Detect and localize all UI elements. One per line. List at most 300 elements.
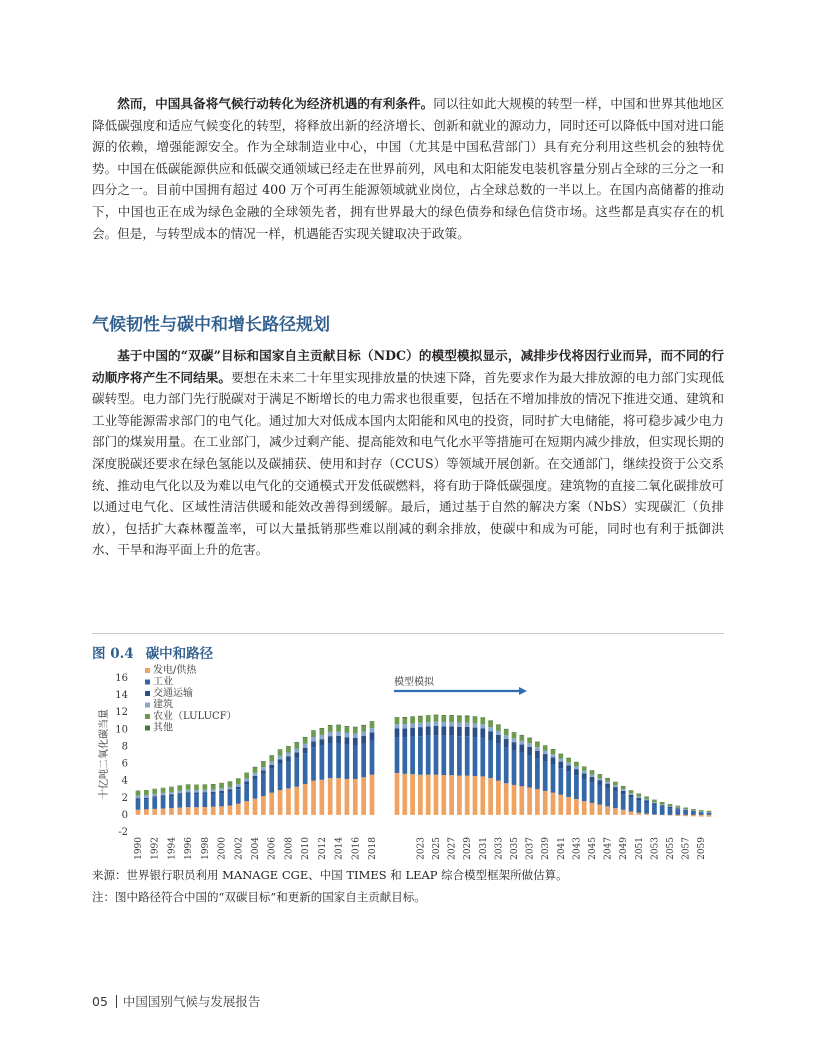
bar-buildings-2035 bbox=[512, 738, 517, 742]
bar-industry-2055 bbox=[668, 808, 673, 815]
bar-power-2022 bbox=[410, 774, 415, 815]
bar-industry-2051 bbox=[636, 800, 641, 812]
bar-agriculture-2026 bbox=[441, 716, 446, 722]
bar-industry-2041 bbox=[558, 768, 563, 795]
bar-power-2026 bbox=[441, 775, 446, 815]
bar-transport-2013 bbox=[328, 736, 333, 743]
bar-other-2007 bbox=[278, 749, 283, 750]
bar-agriculture-2024 bbox=[426, 716, 431, 722]
bar-agriculture-2048 bbox=[613, 782, 618, 785]
bar-industry-2012 bbox=[320, 746, 325, 780]
bar-industry-2040 bbox=[551, 764, 556, 792]
bar-transport-2046 bbox=[597, 780, 602, 785]
bar-agriculture-1994 bbox=[169, 787, 174, 792]
bar-power-1993 bbox=[161, 808, 166, 814]
bar-agriculture-2036 bbox=[519, 736, 524, 741]
bar-other-2047 bbox=[605, 778, 610, 779]
bar-other-2018 bbox=[370, 721, 375, 722]
bar-buildings-1993 bbox=[161, 793, 166, 796]
x-tick-label: 2010 bbox=[301, 837, 312, 860]
x-tick-label: 2047 bbox=[603, 837, 614, 860]
bar-buildings-2044 bbox=[582, 771, 587, 774]
bar-agriculture-2031 bbox=[480, 718, 485, 724]
bar-industry-2011 bbox=[311, 747, 316, 780]
x-tick-label: 2035 bbox=[510, 837, 520, 860]
bar-buildings-2012 bbox=[320, 735, 325, 739]
bar-buildings-2055 bbox=[668, 806, 673, 807]
bar-agriculture-2052 bbox=[644, 797, 649, 799]
bar-buildings-2027 bbox=[449, 722, 454, 726]
bar-agriculture-2041 bbox=[558, 754, 563, 758]
bar-power-2009 bbox=[294, 787, 299, 815]
bar-industry-2023 bbox=[418, 736, 423, 775]
bar-buildings-2028 bbox=[457, 722, 462, 726]
bar-agriculture-2021 bbox=[402, 718, 407, 724]
legend-label-transport: 交通运输 bbox=[153, 688, 193, 699]
bar-industry-2037 bbox=[527, 755, 532, 788]
bar-transport-2017 bbox=[361, 736, 366, 744]
bar-power-2016 bbox=[353, 779, 358, 815]
bar-power-2002 bbox=[236, 804, 241, 815]
x-tick-label: 2002 bbox=[234, 837, 245, 860]
x-tick-label: 2041 bbox=[556, 837, 567, 860]
bar-agriculture-1991 bbox=[144, 791, 149, 796]
bar-transport-1994 bbox=[169, 795, 174, 797]
bar-buildings-2018 bbox=[370, 728, 375, 732]
bar-buildings-2042 bbox=[566, 762, 571, 765]
bar-power-2003 bbox=[244, 801, 249, 815]
bar-industry-2039 bbox=[543, 761, 548, 791]
bar-buildings-2004 bbox=[253, 773, 258, 776]
x-tick-label: 2049 bbox=[619, 837, 630, 860]
bar-transport-2030 bbox=[473, 728, 478, 737]
bar-power-2005 bbox=[261, 796, 266, 815]
report-title: 中国国别气候与发展报告 bbox=[122, 994, 261, 1009]
bar-transport-2022 bbox=[410, 728, 415, 737]
bar-other-2039 bbox=[543, 745, 548, 746]
bar-industry-2030 bbox=[473, 737, 478, 776]
bar-buildings-1999 bbox=[211, 789, 216, 792]
bar-buildings-2031 bbox=[480, 724, 485, 728]
bar-agriculture-1999 bbox=[211, 785, 216, 790]
bar-power-2037 bbox=[527, 788, 532, 815]
x-tick-label: 2051 bbox=[634, 837, 645, 860]
bar-agriculture-2044 bbox=[582, 767, 587, 771]
bar-transport-2023 bbox=[418, 727, 423, 736]
bar-agriculture-2012 bbox=[320, 729, 325, 735]
bar-transport-1998 bbox=[203, 792, 208, 794]
bar-industry-2026 bbox=[441, 736, 446, 775]
bar-transport-2039 bbox=[543, 754, 548, 761]
bar-other-2042 bbox=[566, 758, 571, 759]
bar-transport-2025 bbox=[434, 726, 439, 735]
bar-transport-2004 bbox=[253, 776, 258, 779]
bar-agriculture-2038 bbox=[535, 743, 540, 748]
bar-agriculture-2025 bbox=[434, 716, 439, 722]
bar-power-2049 bbox=[621, 810, 626, 815]
bar-agriculture-2035 bbox=[512, 733, 517, 738]
x-tick-label: 2039 bbox=[541, 837, 552, 860]
bar-industry-2044 bbox=[582, 779, 587, 801]
bar-transport-2011 bbox=[311, 741, 316, 747]
bar-transport-2032 bbox=[488, 731, 493, 740]
bar-buildings-2007 bbox=[278, 756, 283, 760]
bar-power-2057 bbox=[683, 815, 688, 816]
bar-agriculture-2023 bbox=[418, 717, 423, 723]
bar-buildings-2006 bbox=[269, 761, 274, 764]
bar-transport-2043 bbox=[574, 769, 579, 775]
bar-buildings-2032 bbox=[488, 727, 493, 731]
bar-agriculture-2060 bbox=[707, 811, 712, 812]
bar-power-2029 bbox=[465, 776, 470, 815]
bar-industry-2020 bbox=[395, 737, 400, 773]
bar-industry-2042 bbox=[566, 772, 571, 797]
bar-agriculture-2043 bbox=[574, 763, 579, 767]
bar-agriculture-1995 bbox=[177, 786, 182, 791]
bar-power-2035 bbox=[512, 785, 517, 815]
bar-other-2000 bbox=[219, 783, 224, 784]
bar-agriculture-2020 bbox=[395, 718, 400, 724]
x-tick-label: 2037 bbox=[525, 837, 536, 860]
bar-transport-2035 bbox=[512, 742, 517, 751]
bar-other-2027 bbox=[449, 715, 454, 716]
bar-power-2056 bbox=[675, 815, 680, 816]
bar-industry-2049 bbox=[621, 794, 626, 809]
x-tick-label: 1998 bbox=[200, 837, 211, 860]
bar-transport-2020 bbox=[395, 728, 400, 737]
legend-label-power: 发电/供热 bbox=[153, 665, 197, 676]
bar-industry-2033 bbox=[496, 744, 501, 781]
bar-transport-2034 bbox=[504, 739, 509, 748]
bar-industry-1996 bbox=[186, 794, 191, 807]
bar-power-2001 bbox=[228, 805, 233, 814]
bar-transport-2005 bbox=[261, 770, 266, 773]
bar-industry-1992 bbox=[152, 798, 157, 809]
bar-power-2018 bbox=[370, 775, 375, 815]
bar-buildings-2048 bbox=[613, 785, 618, 787]
paragraph-pathways bbox=[92, 345, 724, 561]
bar-power-1999 bbox=[211, 807, 216, 815]
bar-agriculture-2007 bbox=[278, 750, 283, 755]
bar-power-2044 bbox=[582, 801, 587, 815]
bar-power-2013 bbox=[328, 778, 333, 815]
legend-swatch-industry bbox=[145, 680, 150, 685]
bar-industry-2015 bbox=[345, 745, 350, 779]
bar-agriculture-2008 bbox=[286, 747, 291, 753]
bar-buildings-2033 bbox=[496, 731, 501, 735]
bar-buildings-2049 bbox=[621, 789, 626, 791]
bar-agriculture-2049 bbox=[621, 786, 626, 789]
bar-power-2015 bbox=[345, 779, 350, 815]
bar-power-2006 bbox=[269, 793, 274, 815]
bar-other-2001 bbox=[228, 781, 233, 782]
bar-transport-2021 bbox=[402, 728, 407, 737]
bar-industry-2007 bbox=[278, 764, 283, 791]
bar-agriculture-1997 bbox=[194, 785, 199, 790]
bar-transport-2053 bbox=[652, 803, 657, 805]
bar-agriculture-2022 bbox=[410, 717, 415, 723]
bar-industry-1999 bbox=[211, 794, 216, 807]
bar-power-2011 bbox=[311, 781, 316, 815]
bar-buildings-2023 bbox=[418, 723, 423, 727]
bar-agriculture-2039 bbox=[543, 746, 548, 750]
x-tick-label: 2033 bbox=[494, 837, 505, 860]
bar-industry-2009 bbox=[294, 758, 299, 787]
bar-other-2041 bbox=[558, 754, 563, 755]
y-ticks bbox=[115, 673, 128, 838]
legend-swatch-power bbox=[145, 668, 150, 673]
bar-agriculture-2032 bbox=[488, 721, 493, 727]
bar-agriculture-2030 bbox=[473, 717, 478, 723]
bar-transport-2016 bbox=[353, 738, 358, 746]
bar-industry-2005 bbox=[261, 774, 266, 796]
bar-buildings-2056 bbox=[675, 808, 680, 809]
bar-other-2046 bbox=[597, 774, 602, 775]
bar-other-2045 bbox=[590, 770, 595, 771]
bar-industry-2043 bbox=[574, 775, 579, 799]
bar-buildings-1992 bbox=[152, 794, 157, 797]
y-tick-label: -2 bbox=[118, 827, 128, 838]
bar-industry-1990 bbox=[136, 799, 141, 809]
figure-divider bbox=[92, 633, 724, 634]
paragraph-lead: 然而，中国具备将气候行动转化为经济机遇的有利条件。 bbox=[117, 96, 434, 111]
bar-transport-2006 bbox=[269, 765, 274, 769]
bar-industry-1993 bbox=[161, 797, 166, 809]
bar-other-1996 bbox=[186, 784, 191, 785]
bar-power-1997 bbox=[194, 807, 199, 815]
bar-buildings-2057 bbox=[683, 809, 688, 810]
bar-other-1997 bbox=[194, 785, 199, 786]
bar-other-2014 bbox=[336, 725, 341, 726]
bar-industry-2036 bbox=[519, 753, 524, 786]
y-tick-label: 0 bbox=[121, 809, 128, 821]
bar-industry-2028 bbox=[457, 736, 462, 775]
bar-other-2031 bbox=[480, 717, 485, 718]
bar-transport-2038 bbox=[535, 751, 540, 759]
bar-power-1992 bbox=[152, 809, 157, 815]
bar-agriculture-2042 bbox=[566, 759, 571, 763]
bar-other-2012 bbox=[320, 728, 325, 729]
legend bbox=[145, 664, 237, 734]
bar-other-2003 bbox=[244, 773, 249, 774]
x-tick-label: 2006 bbox=[267, 837, 278, 860]
bar-transport-2024 bbox=[426, 727, 431, 736]
bar-transport-1997 bbox=[194, 793, 199, 795]
x-tick-label: 1990 bbox=[134, 837, 144, 860]
bar-industry-2021 bbox=[402, 737, 407, 774]
bar-industry-2004 bbox=[253, 779, 258, 799]
figure-label: 图 0.4 bbox=[92, 646, 134, 662]
bar-agriculture-2014 bbox=[336, 726, 341, 732]
bar-industry-2027 bbox=[449, 736, 454, 775]
bar-agriculture-2028 bbox=[457, 717, 462, 723]
bar-other-2016 bbox=[353, 727, 358, 728]
bar-agriculture-2013 bbox=[328, 726, 333, 732]
bar-agriculture-2003 bbox=[244, 773, 249, 778]
bar-agriculture-2016 bbox=[353, 728, 358, 734]
bar-power-2004 bbox=[253, 799, 258, 815]
bar-power-2012 bbox=[320, 780, 325, 815]
bar-power-2046 bbox=[597, 805, 602, 815]
bar-power-2058 bbox=[691, 815, 696, 816]
bar-power-2041 bbox=[558, 795, 563, 815]
bar-buildings-2045 bbox=[590, 774, 595, 776]
bar-transport-1990 bbox=[136, 798, 141, 799]
bar-agriculture-2056 bbox=[675, 806, 680, 808]
bar-agriculture-2055 bbox=[668, 804, 673, 806]
bar-buildings-1995 bbox=[177, 791, 182, 794]
y-tick-label: 8 bbox=[121, 741, 128, 753]
bar-buildings-2011 bbox=[311, 737, 316, 741]
bar-power-2048 bbox=[613, 808, 618, 815]
bar-power-1995 bbox=[177, 808, 182, 815]
bar-other-2015 bbox=[345, 726, 350, 727]
bar-power-2033 bbox=[496, 781, 501, 815]
y-tick-label: 10 bbox=[115, 724, 128, 736]
bar-buildings-2037 bbox=[527, 743, 532, 747]
bar-transport-2054 bbox=[660, 805, 665, 807]
bar-transport-2008 bbox=[286, 756, 291, 761]
page-footer bbox=[92, 992, 260, 1010]
bar-power-2034 bbox=[504, 783, 509, 815]
bar-buildings-1991 bbox=[144, 795, 149, 798]
bar-transport-2041 bbox=[558, 762, 563, 769]
bar-industry-2056 bbox=[675, 809, 680, 815]
bar-power-2043 bbox=[574, 799, 579, 815]
bar-transport-2056 bbox=[675, 808, 680, 809]
x-ticks bbox=[134, 837, 707, 860]
bar-agriculture-2001 bbox=[228, 782, 233, 787]
bar-transport-2003 bbox=[244, 781, 249, 784]
source-note: 来源：世界银行职员利用 MANAGE CGE、中国 TIMES 和 LEAP 综合模型框架所做估算。 bbox=[92, 868, 568, 882]
bar-buildings-2009 bbox=[294, 749, 299, 753]
bar-buildings-2053 bbox=[652, 802, 657, 803]
x-tick-label: 2000 bbox=[217, 837, 228, 860]
bar-industry-2050 bbox=[629, 798, 634, 812]
bar-agriculture-2053 bbox=[652, 800, 657, 802]
bar-other-2036 bbox=[519, 735, 524, 736]
bar-industry-2057 bbox=[683, 811, 688, 815]
bar-buildings-1990 bbox=[136, 796, 141, 799]
bar-transport-2048 bbox=[613, 787, 618, 791]
bar-power-1998 bbox=[203, 807, 208, 815]
bar-series bbox=[136, 715, 712, 817]
bar-other-2030 bbox=[473, 716, 478, 717]
bar-agriculture-2037 bbox=[527, 738, 532, 743]
bar-buildings-2015 bbox=[345, 733, 350, 737]
bar-transport-2049 bbox=[621, 791, 626, 794]
bar-power-2038 bbox=[535, 789, 540, 815]
bar-buildings-1998 bbox=[203, 790, 208, 793]
bar-agriculture-2046 bbox=[597, 775, 602, 778]
bar-other-1998 bbox=[203, 784, 208, 785]
x-tick-label: 2027 bbox=[447, 837, 458, 860]
bar-power-2023 bbox=[418, 775, 423, 815]
bar-other-2038 bbox=[535, 742, 540, 743]
bar-transport-2047 bbox=[605, 784, 610, 788]
bar-agriculture-2050 bbox=[629, 791, 634, 794]
bar-other-2037 bbox=[527, 738, 532, 739]
bar-power-2052 bbox=[644, 814, 649, 815]
bar-other-2048 bbox=[613, 782, 618, 783]
bar-power-2025 bbox=[434, 775, 439, 815]
bar-power-2042 bbox=[566, 797, 571, 815]
bar-power-2000 bbox=[219, 806, 224, 815]
y-axis-label: 十亿吨二氧化碳当量 bbox=[99, 709, 110, 799]
y-tick-label: 4 bbox=[121, 775, 128, 787]
bar-industry-2035 bbox=[512, 751, 517, 785]
footer-divider bbox=[116, 995, 117, 1008]
bar-agriculture-1998 bbox=[203, 785, 208, 790]
bar-agriculture-2011 bbox=[311, 731, 316, 737]
bar-agriculture-2059 bbox=[699, 810, 704, 811]
bar-industry-2017 bbox=[361, 744, 366, 777]
x-tick-label: 2004 bbox=[251, 837, 261, 860]
bar-transport-2007 bbox=[278, 759, 283, 763]
bar-transport-2042 bbox=[566, 765, 571, 771]
x-tick-label: 2014 bbox=[334, 837, 345, 860]
bar-agriculture-2057 bbox=[683, 808, 688, 809]
bar-transport-1991 bbox=[144, 798, 149, 799]
bar-agriculture-2010 bbox=[303, 738, 308, 744]
bar-other-2043 bbox=[574, 762, 579, 763]
bar-buildings-2041 bbox=[558, 759, 563, 762]
bar-agriculture-2018 bbox=[370, 722, 375, 728]
bar-buildings-2039 bbox=[543, 751, 548, 754]
bar-agriculture-2040 bbox=[551, 750, 556, 754]
bar-industry-2052 bbox=[644, 802, 649, 813]
bar-other-2044 bbox=[582, 766, 587, 767]
bar-other-1999 bbox=[211, 784, 216, 785]
bar-industry-2045 bbox=[590, 782, 595, 803]
bar-agriculture-2054 bbox=[660, 802, 665, 804]
bar-other-2013 bbox=[328, 725, 333, 726]
legend-swatch-agriculture bbox=[145, 714, 150, 719]
bar-buildings-2029 bbox=[465, 722, 470, 726]
bar-power-2059 bbox=[699, 815, 704, 817]
bar-transport-2051 bbox=[636, 798, 641, 801]
bar-other-2008 bbox=[286, 746, 291, 747]
bar-transport-2037 bbox=[527, 747, 532, 755]
bar-industry-2003 bbox=[244, 784, 249, 801]
bar-industry-2032 bbox=[488, 740, 493, 778]
bar-agriculture-2034 bbox=[504, 730, 509, 735]
x-tick-label: 2043 bbox=[572, 837, 583, 860]
bar-power-2017 bbox=[361, 777, 366, 815]
bar-transport-1996 bbox=[186, 792, 191, 794]
bar-industry-2059 bbox=[699, 812, 704, 815]
bar-industry-2000 bbox=[219, 793, 224, 806]
bar-transport-2027 bbox=[449, 726, 454, 735]
bar-other-2006 bbox=[269, 755, 274, 756]
bar-industry-2031 bbox=[480, 738, 485, 777]
x-tick-label: 2059 bbox=[697, 837, 708, 860]
bar-transport-2045 bbox=[590, 777, 595, 782]
bar-buildings-2026 bbox=[441, 722, 446, 726]
legend-label-other: 其他 bbox=[153, 722, 173, 734]
bar-power-2040 bbox=[551, 793, 556, 815]
bar-buildings-2021 bbox=[402, 724, 407, 728]
bar-buildings-2034 bbox=[504, 735, 509, 739]
footnote: 注：图中路径符合中国的“双碳目标”和更新的国家自主贡献目标。 bbox=[92, 890, 426, 904]
bar-transport-1999 bbox=[211, 792, 216, 794]
y-tick-label: 6 bbox=[121, 758, 128, 770]
bar-other-2017 bbox=[361, 725, 366, 726]
bar-power-1990 bbox=[136, 810, 141, 815]
bar-agriculture-2058 bbox=[691, 809, 696, 810]
bar-power-2036 bbox=[519, 786, 524, 815]
bar-power-2032 bbox=[488, 778, 493, 815]
